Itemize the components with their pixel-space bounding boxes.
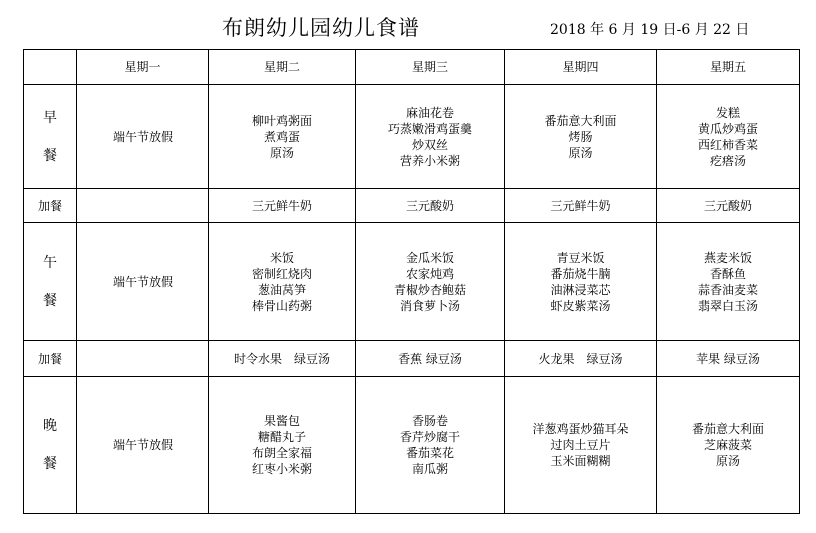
menu-cell: 三元酸奶 (657, 189, 800, 223)
dish-item: 糖醋丸子 (257, 430, 306, 444)
dish-item: 果酱包 (263, 414, 300, 428)
dish-item: 青椒炒杏鲍菇 (393, 282, 466, 297)
menu-cell (505, 85, 657, 189)
dish-item: 香芹炒腐干 (399, 430, 460, 444)
dish-item: 烤肠 (568, 129, 593, 144)
meal-label-breakfast: 早 餐 (24, 85, 77, 189)
dish-item: 米饭 (269, 250, 294, 265)
dish-item: 麻油花卷 (405, 105, 454, 120)
dish-item: 番茄烧牛腩 (550, 266, 611, 281)
menu-cell (77, 341, 209, 377)
dish-item: 燕麦米饭 (703, 250, 752, 265)
corner-cell (24, 50, 77, 85)
day-header: 星期四 (505, 50, 657, 85)
dish-item: 发糕 (715, 105, 740, 120)
dinner-row (24, 377, 800, 514)
dish-item: 金瓜米饭 (405, 250, 454, 265)
menu-cell (356, 377, 505, 514)
dish-item: 翡翠白玉汤 (697, 298, 758, 313)
meal-label-dinner: 晚 餐 (24, 377, 77, 514)
menu-cell: 三元鲜牛奶 (505, 189, 657, 223)
header-row (24, 50, 800, 85)
menu-cell (209, 85, 356, 189)
dish-item: 端午节放假 (113, 274, 174, 289)
dish-item: 布朗全家福 (251, 446, 312, 460)
dish-item: 端午节放假 (113, 129, 174, 144)
dish-item: 煮鸡蛋 (263, 129, 300, 144)
dish-item: 炒双丝 (411, 137, 448, 152)
dish-item: 葱油莴笋 (257, 282, 306, 297)
dish-item: 过肉土豆片 (550, 438, 611, 452)
page-title: 布朗幼儿园幼儿食谱 (222, 16, 420, 40)
menu-cell (657, 223, 800, 341)
menu-cell (356, 223, 505, 341)
dish-item: 番茄菜花 (405, 446, 454, 460)
dish-item: 玉米面糊糊 (550, 454, 611, 468)
dish-item: 密制红烧肉 (251, 266, 312, 281)
dish-item: 疙瘩汤 (709, 153, 746, 168)
dish-item: 黄瓜炒鸡蛋 (697, 121, 758, 136)
dish-item: 农家炖鸡 (405, 266, 454, 281)
menu-cell (77, 189, 209, 223)
dish-item: 红枣小米粥 (251, 462, 312, 476)
menu-cell (505, 377, 657, 514)
lunch-row (24, 223, 800, 341)
dish-item: 棒骨山药粥 (251, 298, 312, 313)
menu-cell (657, 377, 800, 514)
dish-item: 香酥鱼 (709, 266, 746, 281)
dish-item: 虾皮紫菜汤 (550, 298, 611, 313)
menu-cell (77, 223, 209, 341)
menu-cell: 火龙果 绿豆汤 (505, 341, 657, 377)
menu-cell (657, 85, 800, 189)
dish-item: 番茄意大利面 (691, 422, 764, 436)
dish-item: 蒜香油麦菜 (697, 282, 758, 297)
menu-cell: 时令水果 绿豆汤 (209, 341, 356, 377)
dish-item: 洋葱鸡蛋炒猫耳朵 (532, 422, 629, 436)
dish-item: 原汤 (269, 145, 294, 160)
menu-cell: 苹果 绿豆汤 (657, 341, 800, 377)
menu-cell: 三元鲜牛奶 (209, 189, 356, 223)
meal-label-snack: 加餐 (24, 341, 77, 377)
menu-cell (209, 377, 356, 514)
dish-item: 青豆米饭 (556, 250, 605, 265)
snack-row-morning (24, 189, 800, 223)
dish-item: 原汤 (568, 145, 593, 160)
day-header: 星期二 (209, 50, 356, 85)
date-range: 2018 年 6 月 19 日-6 月 22 日 (550, 22, 750, 38)
dish-item: 芝麻菠菜 (703, 438, 752, 452)
meal-label-lunch: 午 餐 (24, 223, 77, 341)
menu-cell (209, 223, 356, 341)
dish-item: 营养小米粥 (399, 153, 460, 168)
dish-item: 西红柿香菜 (697, 137, 758, 152)
meal-label-snack: 加餐 (24, 189, 77, 223)
dish-item: 消食萝卜汤 (399, 298, 460, 313)
menu-cell: 三元酸奶 (356, 189, 505, 223)
dish-item: 端午节放假 (113, 438, 174, 452)
snack-row-afternoon (24, 341, 800, 377)
dish-item: 原汤 (715, 454, 740, 468)
day-header: 星期三 (356, 50, 505, 85)
day-header: 星期五 (657, 50, 800, 85)
dish-item: 柳叶鸡粥面 (251, 113, 312, 128)
dish-item: 巧蒸嫩滑鸡蛋羹 (387, 121, 472, 136)
menu-table (23, 49, 800, 514)
menu-cell (77, 85, 209, 189)
dish-item: 油淋浸菜芯 (550, 282, 611, 297)
menu-cell: 香蕉 绿豆汤 (356, 341, 505, 377)
dish-item: 香肠卷 (411, 414, 448, 428)
dish-item: 番茄意大利面 (544, 113, 617, 128)
menu-cell (77, 377, 209, 514)
dish-item: 南瓜粥 (411, 462, 448, 476)
breakfast-row (24, 85, 800, 189)
menu-cell (356, 85, 505, 189)
day-header: 星期一 (77, 50, 209, 85)
menu-cell (505, 223, 657, 341)
